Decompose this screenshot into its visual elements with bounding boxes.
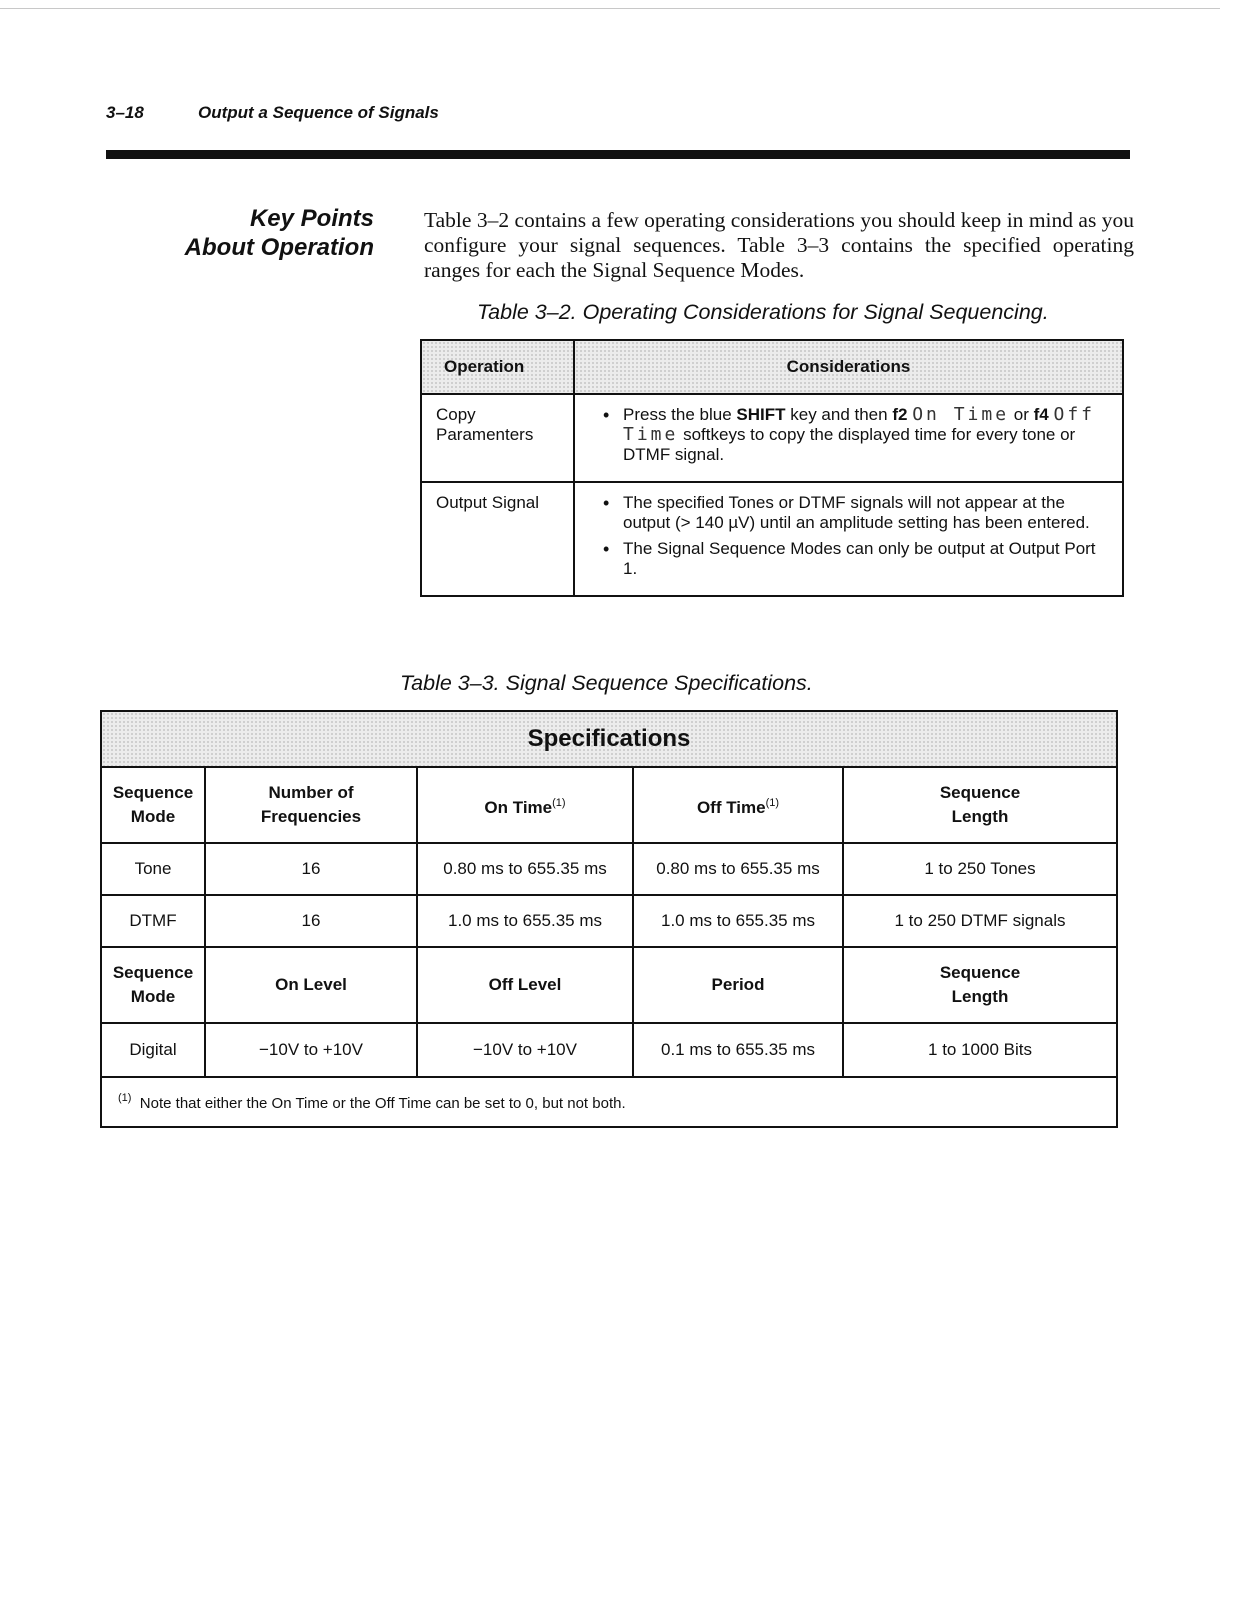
hdr-sequence-mode: Sequence Mode — [101, 947, 205, 1023]
table1-caption: Table 3–2. Operating Considerations for Signal Sequencing. — [477, 300, 1049, 324]
table1-row-copy — [421, 394, 1123, 482]
list-item — [623, 405, 1110, 465]
hdr-on-time: On Time$^{(1)}$ — [417, 767, 633, 843]
list-item: • The Signal Sequence Modes can only be output at Output Port 1. — [623, 539, 1110, 579]
op-copy-line1: Copy — [436, 405, 476, 424]
considerations-list — [589, 493, 1110, 579]
hdr-sequence-length: Sequence Length — [843, 947, 1117, 1023]
table2-title-row — [101, 711, 1117, 767]
table-row — [101, 843, 1117, 895]
table1-considerations-output — [574, 482, 1123, 596]
table1-header-considerations: Considerations — [574, 340, 1123, 394]
cell-on-time: 0.80 ms to 655.35 ms — [417, 843, 633, 895]
table2-header-row-digital — [101, 947, 1117, 1023]
cell-period: 0.1 ms to 655.35 ms — [633, 1023, 843, 1077]
cell-mode: DTMF — [101, 895, 205, 947]
table1-row-output — [421, 482, 1123, 596]
scan-edge-line — [0, 8, 1220, 9]
cell-mode: Digital — [101, 1023, 205, 1077]
section-heading-line2: About Operation — [184, 234, 374, 261]
table2-title: Specifications — [101, 711, 1117, 767]
header-title: Output a Sequence of Signals — [198, 103, 439, 122]
cell-off-level: −10V to +10V — [417, 1023, 633, 1077]
hdr-off-level: Off Level — [417, 947, 633, 1023]
hdr-sequence-mode: Sequence Mode — [101, 767, 205, 843]
table1-op-copy — [421, 394, 574, 482]
hdr-number-of-frequencies: Number of Frequencies — [205, 767, 417, 843]
cell-off-time: 0.80 ms to 655.35 ms — [633, 843, 843, 895]
signal-sequence-specifications-table — [100, 710, 1118, 1128]
running-header — [106, 103, 439, 123]
off-time-softkey-label: Off Time — [623, 404, 1095, 445]
table2-footnote-row — [101, 1077, 1117, 1127]
f4-key-label: f4 — [1033, 405, 1049, 424]
text-run: Press the blue — [623, 405, 737, 424]
section-heading-line1: Key Points — [249, 205, 374, 232]
f2-key-label: f2 — [892, 405, 908, 424]
cell-on-time: 1.0 ms to 655.35 ms — [417, 895, 633, 947]
op-copy-line2: Paramenters — [436, 425, 534, 444]
table-row — [101, 895, 1117, 947]
hdr-on-level: On Level — [205, 947, 417, 1023]
cell-on-level: −10V to +10V — [205, 1023, 417, 1077]
footnote-mark: (1) — [118, 1092, 132, 1104]
shift-key-label: SHIFT — [736, 405, 786, 424]
table2-footnote — [101, 1077, 1117, 1127]
header-rule — [106, 150, 1130, 159]
footnote-text: Note that either the On Time or the Off Time can be set to 0, but not both. — [139, 1095, 626, 1112]
hdr-sequence-length: Sequence Length — [843, 767, 1117, 843]
table1-header-row — [421, 340, 1123, 394]
cell-sequence-length: 1 to 250 DTMF signals — [843, 895, 1117, 947]
list-item: • The specified Tones or DTMF signals will not appear at the output (> 140 µV) until an amplitude setting has been entered. — [623, 493, 1110, 533]
cell-mode: Tone — [101, 843, 205, 895]
cell-frequencies: 16 — [205, 895, 417, 947]
cell-sequence-length: 1 to 1000 Bits — [843, 1023, 1117, 1077]
cell-off-time: 1.0 ms to 655.35 ms — [633, 895, 843, 947]
text-run: softkeys to copy the displayed time for every tone or DTMF signal. — [623, 425, 1076, 464]
table1-considerations-copy — [574, 394, 1123, 482]
table-row — [101, 1023, 1117, 1077]
table1-header-operation: Operation — [421, 340, 574, 394]
page-number: 3–18 — [106, 103, 144, 122]
hdr-period: Period — [633, 947, 843, 1023]
hdr-off-time: Off Time$^{(1)}$ — [633, 767, 843, 843]
cell-sequence-length: 1 to 250 Tones — [843, 843, 1117, 895]
text-run: key and then — [785, 405, 893, 424]
table1-op-output: Output Signal — [421, 482, 574, 596]
section-heading — [150, 204, 374, 262]
text-run: or — [1009, 405, 1029, 424]
cell-frequencies: 16 — [205, 843, 417, 895]
table2-caption: Table 3–3. Signal Sequence Specifications. — [400, 671, 813, 695]
footnote-mark: (1) — [552, 796, 566, 809]
considerations-list — [589, 405, 1110, 465]
operating-considerations-table — [420, 339, 1124, 597]
on-time-softkey-label: On Time — [912, 404, 1010, 425]
footnote-mark: (1) — [765, 796, 780, 809]
table2-header-row — [101, 767, 1117, 843]
intro-paragraph: Table 3–2 contains a few operating considerations you should keep in mind as you configure your signal sequences. Table 3–3 contains the specified operating ranges for each the Signal Sequence Modes. — [424, 208, 1134, 282]
